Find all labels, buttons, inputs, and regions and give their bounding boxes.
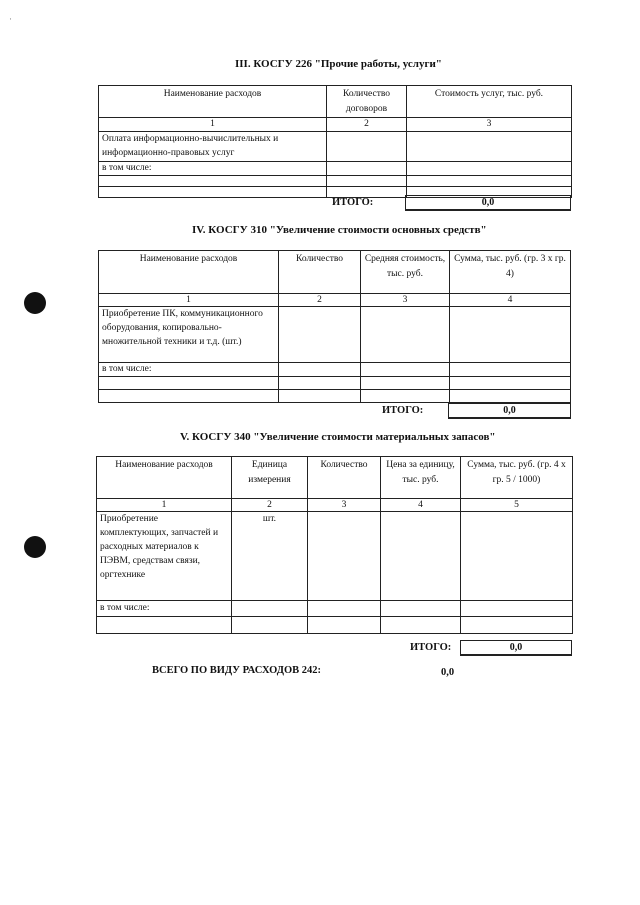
header-cell: Количество [308, 457, 381, 499]
header-cell: Сумма, тыс. руб. (гр. 3 х гр. 4) [450, 251, 571, 294]
empty-cell [99, 186, 327, 197]
section-4-title: IV. КОСГУ 310 "Увеличение стоимости основных средств" [192, 224, 487, 236]
empty-cell [308, 617, 381, 634]
unit-cell: шт. [232, 512, 308, 601]
empty-cell [327, 131, 407, 162]
section-3-table [98, 85, 572, 198]
grand-total-label: ВСЕГО ПО ВИДУ РАСХОДОВ 242: [152, 665, 322, 676]
empty-cell [327, 175, 407, 186]
column-number: 1 [99, 118, 327, 131]
section-3-total-value: 0,0 [405, 195, 571, 211]
empty-cell [461, 601, 573, 617]
empty-cell [308, 601, 381, 617]
section-5-table [96, 456, 573, 634]
header-cell: Цена за единицу, тыс. руб. [381, 457, 461, 499]
expense-name-cell: Оплата информационно-вычислительных и информационно-правовых услуг [99, 131, 327, 162]
empty-cell [381, 512, 461, 601]
empty-cell [450, 307, 571, 363]
column-number: 1 [99, 294, 279, 307]
scan-corner-mark: · [9, 14, 12, 24]
header-cell: Наименование расходов [99, 86, 327, 118]
empty-cell [99, 389, 279, 402]
empty-cell [361, 307, 450, 363]
empty-cell [99, 175, 327, 186]
column-number: 5 [461, 499, 573, 512]
column-number: 2 [327, 118, 407, 131]
header-cell: Стоимость услуг, тыс. руб. [407, 86, 572, 118]
column-number: 2 [232, 499, 308, 512]
column-number: 3 [308, 499, 381, 512]
section-4-total-label: ИТОГО: [382, 405, 424, 416]
empty-cell [308, 512, 381, 601]
header-cell: Единица измерения [232, 457, 308, 499]
empty-cell [97, 617, 232, 634]
header-cell: Средняя стоимость, тыс. руб. [361, 251, 450, 294]
punch-hole-icon [24, 292, 46, 314]
empty-cell [232, 617, 308, 634]
empty-cell [279, 363, 361, 376]
empty-cell [99, 376, 279, 389]
empty-cell [381, 601, 461, 617]
punch-hole-icon [24, 536, 46, 558]
section-4-table [98, 250, 571, 403]
empty-cell [450, 376, 571, 389]
empty-cell [279, 307, 361, 363]
empty-cell [327, 186, 407, 197]
including-label: в том числе: [99, 363, 279, 376]
empty-cell [461, 512, 573, 601]
empty-cell [407, 175, 572, 186]
section-5-total-value: 0,0 [460, 640, 572, 656]
empty-cell [381, 617, 461, 634]
empty-cell [450, 363, 571, 376]
column-number: 3 [361, 294, 450, 307]
header-cell: Наименование расходов [97, 457, 232, 499]
column-number: 4 [450, 294, 571, 307]
section-5-title: V. КОСГУ 340 "Увеличение стоимости материальных запасов" [180, 431, 496, 443]
empty-cell [361, 389, 450, 402]
section-3-total-label: ИТОГО: [332, 197, 374, 208]
empty-cell [361, 376, 450, 389]
empty-cell [361, 363, 450, 376]
grand-total-value: 0,0 [441, 667, 455, 678]
section-5-total-label: ИТОГО: [410, 642, 452, 653]
empty-cell [407, 131, 572, 162]
column-number: 3 [407, 118, 572, 131]
empty-cell [279, 389, 361, 402]
column-number: 1 [97, 499, 232, 512]
empty-cell [461, 617, 573, 634]
empty-cell [279, 376, 361, 389]
empty-cell [327, 162, 407, 175]
empty-cell [407, 162, 572, 175]
including-label: в том числе: [99, 162, 327, 175]
header-cell: Сумма, тыс. руб. (гр. 4 х гр. 5 / 1000) [461, 457, 573, 499]
section-3-title: III. КОСГУ 226 "Прочие работы, услуги" [235, 58, 442, 70]
expense-name-cell: Приобретение ПК, коммуникационного оборудования, копировально-множительной техники и т.д. (шт.) [99, 307, 279, 363]
header-cell: Количество договоров [327, 86, 407, 118]
expense-name-cell: Приобретение комплектующих, запчастей и расходных материалов к ПЭВМ, средствам связи, оргтехнике [97, 512, 232, 601]
including-label: в том числе: [97, 601, 232, 617]
section-4-total-value: 0,0 [448, 403, 571, 419]
empty-cell [450, 389, 571, 402]
empty-cell [232, 601, 308, 617]
header-cell: Количество [279, 251, 361, 294]
header-cell: Наименование расходов [99, 251, 279, 294]
column-number: 2 [279, 294, 361, 307]
column-number: 4 [381, 499, 461, 512]
